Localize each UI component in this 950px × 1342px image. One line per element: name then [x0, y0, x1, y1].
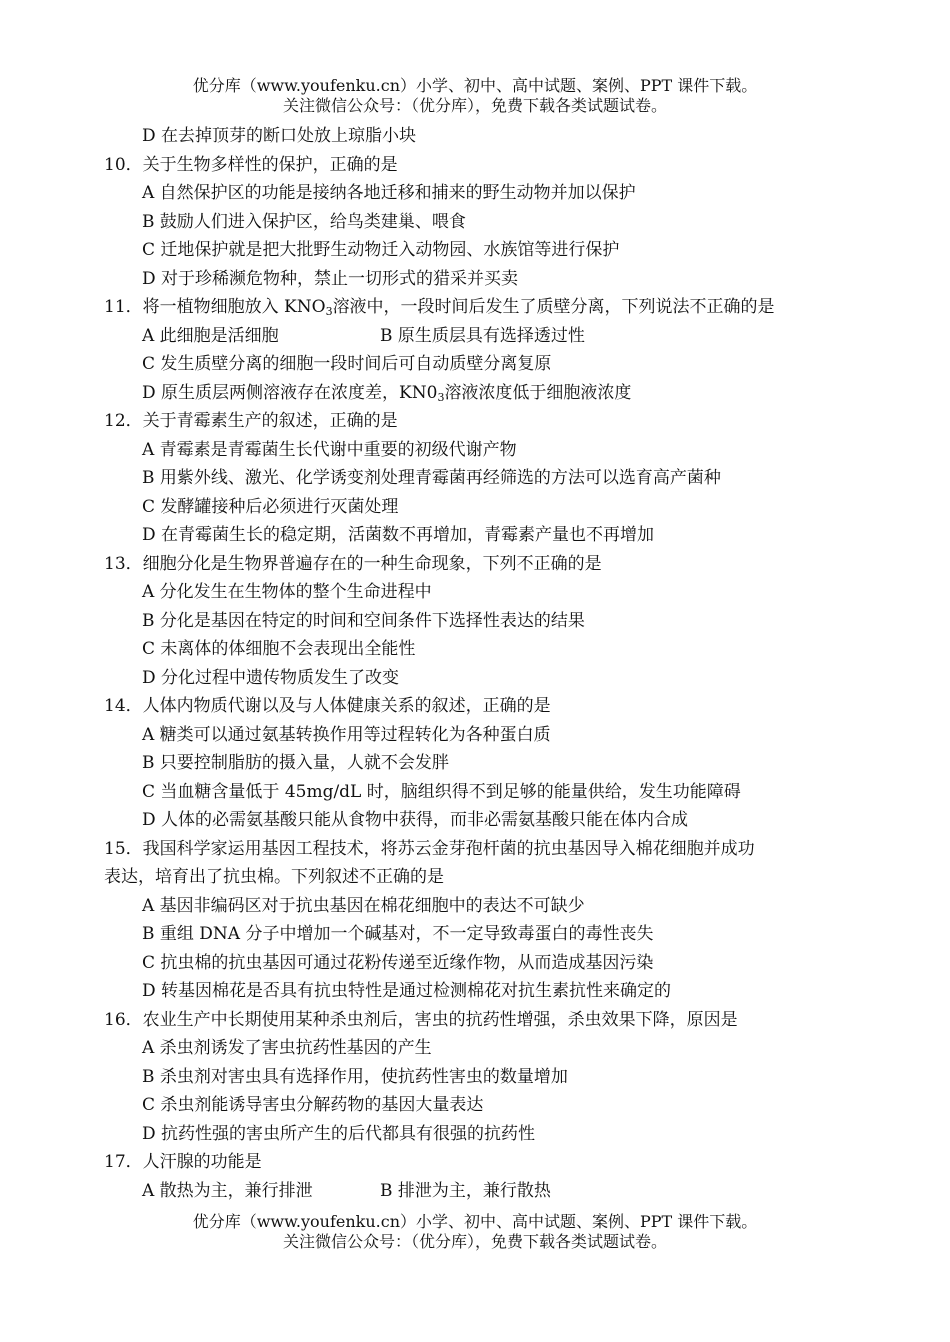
q15-option-a: A 基因非编码区对于抗虫基因在棉花细胞中的表达不可缺少 [142, 895, 585, 916]
page-header [0, 76, 950, 116]
q14-option-d: D 人体的必需氨基酸只能从食物中获得，而非必需氨基酸只能在体内合成 [142, 810, 689, 830]
q12-option-b: B 用紫外线、激光、化学诱变剂处理青霉菌再经筛选的方法可以选育高产菌种 [142, 468, 721, 488]
q13-stem: 13．细胞分化是生物界普遍存在的一种生命现象，下列不正确的是 [104, 553, 602, 574]
q12-stem: 12．关于青霉素生产的叙述，正确的是 [104, 411, 398, 431]
q13-option-c: C 未离体的体细胞不会表现出全能性 [142, 639, 416, 659]
q10-stem: 10．关于生物多样性的保护，正确的是 [104, 154, 398, 175]
q13-option-d: D 分化过程中遗传物质发生了改变 [142, 667, 400, 688]
q10-option-d: D 对于珍稀濒危物种，禁止一切形式的猎采并买卖 [142, 268, 519, 289]
q11-option-a: A 此细胞是活细胞 [142, 325, 279, 346]
header-line-1: 优分库（www.youfenku.cn）小学、初中、高中试题、案例、PPT 课件下载。 [192, 76, 758, 95]
q16-option-d: D 抗药性强的害虫所产生的后代都具有很强的抗药性 [142, 1123, 536, 1144]
q10-option-c: C 迁地保护就是把大批野生动物迁入动物园、水族馆等进行保护 [142, 240, 620, 260]
q15-stem-line-2: 表达，培育出了抗虫棉。下列叙述不正确的是 [104, 867, 444, 887]
q11-option-c: C 发生质壁分离的细胞一段时间后可自动质壁分离复原 [142, 354, 552, 374]
q14-option-a: A 糖类可以通过氨基转换作用等过程转化为各种蛋白质 [142, 724, 551, 745]
q10-option-b: B 鼓励人们进入保护区，给鸟类建巢、喂食 [142, 211, 466, 232]
q13-option-b: B 分化是基因在特定的时间和空间条件下选择性表达的结果 [142, 610, 585, 631]
q17-option-a: A 散热为主，兼行排泄 [142, 1180, 313, 1201]
q12-option-a: A 青霉素是青霉菌生长代谢中重要的初级代谢产物 [142, 439, 517, 460]
q16-option-a: A 杀虫剂诱发了害虫抗药性基因的产生 [142, 1038, 432, 1058]
q16-option-c: C 杀虫剂能诱导害虫分解药物的基因大量表达 [142, 1095, 484, 1115]
q17-stem: 17．人汗腺的功能是 [104, 1152, 262, 1172]
page-footer [0, 1212, 950, 1252]
q17-option-b: B 排泄为主，兼行散热 [380, 1180, 551, 1201]
q11-stem: 11．将一植物细胞放入 $KNO_3$溶液中，一段时间后发生了质壁分离，下列说法不正确的是 [104, 297, 775, 318]
q16-option-b: B 杀虫剂对害虫具有选择作用，使抗药性害虫的数量增加 [142, 1066, 568, 1087]
footer-line-1: 优分库（www.youfenku.cn）小学、初中、高中试题、案例、PPT 课件下载。 [192, 1212, 758, 1231]
q12-option-c: C 发酵罐接种后必须进行灭菌处理 [142, 496, 399, 517]
footer-line-2: 关注微信公众号：（优分库），免费下载各类试题试卷。 [282, 1232, 667, 1251]
q15-option-c: C 抗虫棉的抗虫基因可通过花粉传递至近缘作物，从而造成基因污染 [142, 952, 654, 973]
q11-option-d: D 原生质层两侧溶液存在浓度差，$KN0_3$溶液浓度低于细胞液浓度 [142, 382, 632, 404]
q15-stem-line-1: 15．我国科学家运用基因工程技术，将苏云金芽孢杆菌的抗虫基因导入棉花细胞并成功 [104, 838, 755, 859]
q10-option-a: A 自然保护区的功能是接纳各地迁移和捕来的野生动物并加以保护 [142, 183, 636, 203]
q15-option-b: B 重组 DNA 分子中增加一个碱基对，不一定导致毒蛋白的毒性丧失 [142, 924, 654, 944]
q14-stem: 14．人体内物质代谢以及与人体健康关系的叙述，正确的是 [104, 696, 551, 716]
q14-option-c: C 当血糖含量低于 45mg/dL 时，脑组织得不到足够的能量供给，发生功能障碍 [142, 781, 741, 802]
q12-option-d: D 在青霉菌生长的稳定期，活菌数不再增加，青霉素产量也不再增加 [142, 525, 655, 545]
q11-option-b: B 原生质层具有选择透过性 [380, 325, 585, 346]
q15-option-d: D 转基因棉花是否具有抗虫特性是通过检测棉花对抗生素抗性来确定的 [142, 981, 672, 1001]
q13-option-a: A 分化发生在生物体的整个生命进程中 [142, 582, 432, 602]
header-line-2: 关注微信公众号：（优分库），免费下载各类试题试卷。 [282, 96, 667, 115]
q14-option-b: B 只要控制脂肪的摄入量，人就不会发胖 [142, 753, 449, 773]
q16-stem: 16．农业生产中长期使用某种杀虫剂后，害虫的抗药性增强，杀虫效果下降，原因是 [104, 1009, 738, 1030]
q9-option-d: D 在去掉顶芽的断口处放上琼脂小块 [142, 126, 417, 146]
